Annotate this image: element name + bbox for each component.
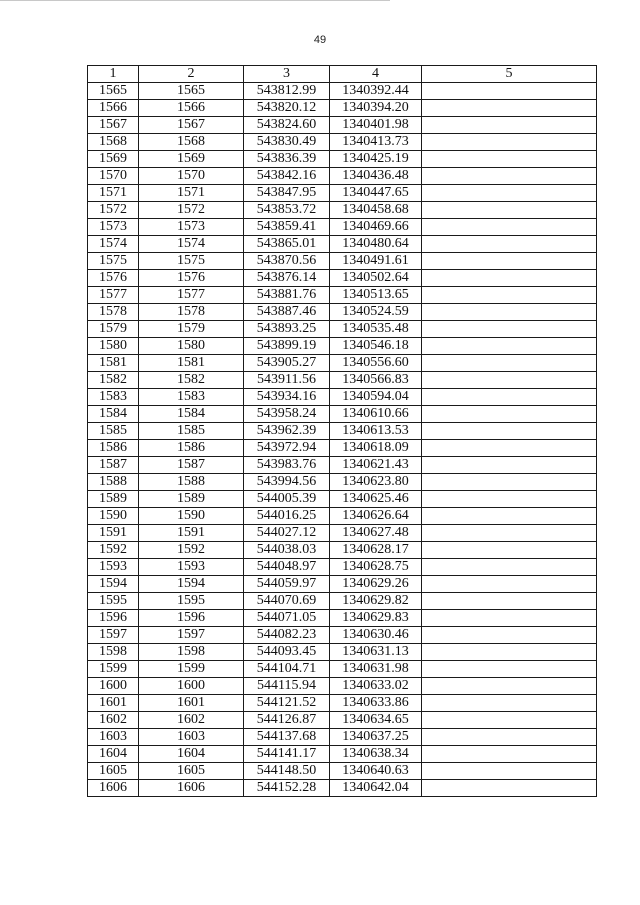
- cell-coord-x: 544093.45: [244, 644, 330, 661]
- cell-point-label: 1566: [139, 100, 244, 117]
- cell-coord-x: 543899.19: [244, 338, 330, 355]
- cell-point-label: 1599: [139, 661, 244, 678]
- cell-point-label: 1575: [139, 253, 244, 270]
- column-header-4: 4: [330, 66, 422, 83]
- cell-coord-x: 544048.97: [244, 559, 330, 576]
- cell-note: [422, 117, 597, 134]
- cell-note: [422, 525, 597, 542]
- table-row: [88, 185, 597, 202]
- cell-point-label: 1579: [139, 321, 244, 338]
- cell-coord-x: 543958.24: [244, 406, 330, 423]
- cell-coord-x: 543859.41: [244, 219, 330, 236]
- cell-coord-x: 543972.94: [244, 440, 330, 457]
- cell-note: [422, 627, 597, 644]
- cell-coord-y: 1340425.19: [330, 151, 422, 168]
- cell-coord-y: 1340638.34: [330, 746, 422, 763]
- table-row: [88, 100, 597, 117]
- cell-coord-y: 1340556.60: [330, 355, 422, 372]
- table-row: [88, 321, 597, 338]
- cell-coord-x: 543870.56: [244, 253, 330, 270]
- cell-point-label: 1578: [139, 304, 244, 321]
- cell-note: [422, 508, 597, 525]
- cell-point-label: 1573: [139, 219, 244, 236]
- cell-coord-x: 543994.56: [244, 474, 330, 491]
- table-row: [88, 83, 597, 100]
- cell-note: [422, 610, 597, 627]
- cell-coord-y: 1340628.75: [330, 559, 422, 576]
- table-row: [88, 236, 597, 253]
- cell-coord-x: 544038.03: [244, 542, 330, 559]
- table-row: [88, 304, 597, 321]
- cell-coord-y: 1340623.80: [330, 474, 422, 491]
- cell-note: [422, 287, 597, 304]
- cell-point-label: 1600: [139, 678, 244, 695]
- cell-coord-y: 1340630.46: [330, 627, 422, 644]
- table-row: [88, 559, 597, 576]
- cell-coord-x: 543842.16: [244, 168, 330, 185]
- cell-note: [422, 100, 597, 117]
- cell-coord-x: 543887.46: [244, 304, 330, 321]
- cell-point-number: 1571: [88, 185, 139, 202]
- cell-point-label: 1588: [139, 474, 244, 491]
- table-row: [88, 525, 597, 542]
- cell-point-label: 1602: [139, 712, 244, 729]
- cell-point-number: 1594: [88, 576, 139, 593]
- cell-coord-x: 544082.23: [244, 627, 330, 644]
- cell-note: [422, 729, 597, 746]
- cell-point-label: 1597: [139, 627, 244, 644]
- cell-note: [422, 593, 597, 610]
- cell-point-number: 1585: [88, 423, 139, 440]
- table-row: [88, 338, 597, 355]
- cell-note: [422, 185, 597, 202]
- cell-coord-y: 1340436.48: [330, 168, 422, 185]
- table-row: [88, 287, 597, 304]
- cell-coord-y: 1340628.17: [330, 542, 422, 559]
- cell-point-label: 1576: [139, 270, 244, 287]
- table-row: [88, 117, 597, 134]
- cell-coord-y: 1340401.98: [330, 117, 422, 134]
- cell-note: [422, 644, 597, 661]
- cell-point-label: 1580: [139, 338, 244, 355]
- cell-point-label: 1592: [139, 542, 244, 559]
- cell-note: [422, 780, 597, 797]
- cell-note: [422, 338, 597, 355]
- table-row: [88, 729, 597, 746]
- table-row: [88, 270, 597, 287]
- cell-point-label: 1574: [139, 236, 244, 253]
- cell-point-number: 1572: [88, 202, 139, 219]
- cell-point-label: 1594: [139, 576, 244, 593]
- cell-coord-x: 543876.14: [244, 270, 330, 287]
- cell-note: [422, 746, 597, 763]
- table-row: [88, 746, 597, 763]
- cell-point-label: 1591: [139, 525, 244, 542]
- table-row: [88, 219, 597, 236]
- cell-point-label: 1587: [139, 457, 244, 474]
- table-row: [88, 491, 597, 508]
- cell-point-label: 1586: [139, 440, 244, 457]
- cell-note: [422, 712, 597, 729]
- cell-note: [422, 491, 597, 508]
- table-row: [88, 763, 597, 780]
- cell-point-number: 1566: [88, 100, 139, 117]
- cell-note: [422, 304, 597, 321]
- cell-coord-y: 1340642.04: [330, 780, 422, 797]
- cell-point-number: 1605: [88, 763, 139, 780]
- cell-point-label: 1601: [139, 695, 244, 712]
- table-row: [88, 406, 597, 423]
- cell-point-label: 1565: [139, 83, 244, 100]
- cell-note: [422, 423, 597, 440]
- cell-coord-y: 1340627.48: [330, 525, 422, 542]
- table-row: [88, 627, 597, 644]
- cell-point-label: 1581: [139, 355, 244, 372]
- cell-coord-y: 1340621.43: [330, 457, 422, 474]
- cell-note: [422, 440, 597, 457]
- cell-coord-x: 543962.39: [244, 423, 330, 440]
- cell-coord-x: 544141.17: [244, 746, 330, 763]
- cell-coord-y: 1340613.53: [330, 423, 422, 440]
- cell-coord-y: 1340640.63: [330, 763, 422, 780]
- cell-coord-x: 543812.99: [244, 83, 330, 100]
- cell-point-label: 1585: [139, 423, 244, 440]
- coordinates-table: [87, 65, 597, 797]
- cell-note: [422, 168, 597, 185]
- table-body: [88, 83, 597, 797]
- table-row: [88, 593, 597, 610]
- cell-point-label: 1571: [139, 185, 244, 202]
- cell-note: [422, 321, 597, 338]
- cell-note: [422, 355, 597, 372]
- cell-point-number: 1595: [88, 593, 139, 610]
- cell-note: [422, 576, 597, 593]
- cell-note: [422, 236, 597, 253]
- cell-point-number: 1580: [88, 338, 139, 355]
- cell-coord-x: 543824.60: [244, 117, 330, 134]
- cell-coord-y: 1340535.48: [330, 321, 422, 338]
- cell-coord-y: 1340447.65: [330, 185, 422, 202]
- cell-coord-y: 1340546.18: [330, 338, 422, 355]
- table-row: [88, 780, 597, 797]
- cell-coord-x: 544115.94: [244, 678, 330, 695]
- cell-point-number: 1584: [88, 406, 139, 423]
- cell-point-number: 1597: [88, 627, 139, 644]
- table-row: [88, 423, 597, 440]
- cell-point-number: 1601: [88, 695, 139, 712]
- table-row: [88, 576, 597, 593]
- cell-note: [422, 559, 597, 576]
- cell-coord-y: 1340513.65: [330, 287, 422, 304]
- cell-note: [422, 695, 597, 712]
- cell-point-label: 1593: [139, 559, 244, 576]
- cell-coord-x: 544027.12: [244, 525, 330, 542]
- cell-point-number: 1596: [88, 610, 139, 627]
- cell-point-label: 1583: [139, 389, 244, 406]
- table-row: [88, 712, 597, 729]
- cell-coord-x: 544148.50: [244, 763, 330, 780]
- cell-coord-y: 1340629.83: [330, 610, 422, 627]
- cell-point-label: 1604: [139, 746, 244, 763]
- cell-note: [422, 202, 597, 219]
- cell-coord-x: 543865.01: [244, 236, 330, 253]
- cell-coord-y: 1340629.26: [330, 576, 422, 593]
- table-row: [88, 372, 597, 389]
- cell-point-number: 1592: [88, 542, 139, 559]
- cell-coord-x: 544071.05: [244, 610, 330, 627]
- cell-point-label: 1577: [139, 287, 244, 304]
- cell-point-label: 1568: [139, 134, 244, 151]
- cell-coord-x: 544104.71: [244, 661, 330, 678]
- cell-point-number: 1588: [88, 474, 139, 491]
- cell-coord-y: 1340458.68: [330, 202, 422, 219]
- cell-point-number: 1570: [88, 168, 139, 185]
- cell-point-number: 1567: [88, 117, 139, 134]
- cell-coord-y: 1340524.59: [330, 304, 422, 321]
- cell-coord-x: 544005.39: [244, 491, 330, 508]
- cell-point-label: 1605: [139, 763, 244, 780]
- page-number: 49: [313, 34, 327, 46]
- cell-coord-y: 1340629.82: [330, 593, 422, 610]
- cell-coord-y: 1340626.64: [330, 508, 422, 525]
- cell-point-label: 1572: [139, 202, 244, 219]
- cell-coord-y: 1340502.64: [330, 270, 422, 287]
- cell-point-number: 1603: [88, 729, 139, 746]
- cell-coord-y: 1340618.09: [330, 440, 422, 457]
- cell-coord-x: 544070.69: [244, 593, 330, 610]
- cell-coord-x: 543820.12: [244, 100, 330, 117]
- cell-coord-y: 1340633.86: [330, 695, 422, 712]
- cell-coord-x: 543881.76: [244, 287, 330, 304]
- cell-point-number: 1576: [88, 270, 139, 287]
- column-header-1: 1: [88, 66, 139, 83]
- cell-coord-y: 1340392.44: [330, 83, 422, 100]
- top-rule: [0, 0, 390, 1]
- cell-coord-y: 1340610.66: [330, 406, 422, 423]
- cell-point-number: 1573: [88, 219, 139, 236]
- table-row: [88, 474, 597, 491]
- cell-point-number: 1568: [88, 134, 139, 151]
- cell-point-number: 1598: [88, 644, 139, 661]
- table-row: [88, 661, 597, 678]
- cell-note: [422, 253, 597, 270]
- cell-note: [422, 134, 597, 151]
- cell-note: [422, 83, 597, 100]
- table-row: [88, 355, 597, 372]
- table-header-row: [88, 66, 597, 83]
- cell-coord-y: 1340633.02: [330, 678, 422, 695]
- column-header-5: 5: [422, 66, 597, 83]
- cell-note: [422, 151, 597, 168]
- cell-point-label: 1567: [139, 117, 244, 134]
- cell-coord-y: 1340631.98: [330, 661, 422, 678]
- cell-point-number: 1587: [88, 457, 139, 474]
- cell-point-number: 1591: [88, 525, 139, 542]
- cell-coord-x: 543983.76: [244, 457, 330, 474]
- cell-point-number: 1586: [88, 440, 139, 457]
- cell-point-label: 1596: [139, 610, 244, 627]
- table-row: [88, 610, 597, 627]
- cell-coord-x: 543830.49: [244, 134, 330, 151]
- cell-note: [422, 661, 597, 678]
- cell-point-number: 1579: [88, 321, 139, 338]
- table-row: [88, 678, 597, 695]
- cell-point-number: 1589: [88, 491, 139, 508]
- table-row: [88, 202, 597, 219]
- cell-point-number: 1582: [88, 372, 139, 389]
- cell-point-label: 1590: [139, 508, 244, 525]
- cell-point-label: 1598: [139, 644, 244, 661]
- cell-coord-x: 543911.56: [244, 372, 330, 389]
- cell-point-number: 1581: [88, 355, 139, 372]
- cell-point-label: 1589: [139, 491, 244, 508]
- cell-point-label: 1570: [139, 168, 244, 185]
- cell-coord-y: 1340394.20: [330, 100, 422, 117]
- cell-note: [422, 270, 597, 287]
- table-row: [88, 644, 597, 661]
- cell-point-label: 1595: [139, 593, 244, 610]
- cell-point-number: 1606: [88, 780, 139, 797]
- cell-note: [422, 542, 597, 559]
- cell-coord-x: 544126.87: [244, 712, 330, 729]
- cell-point-number: 1578: [88, 304, 139, 321]
- cell-point-label: 1569: [139, 151, 244, 168]
- cell-note: [422, 406, 597, 423]
- cell-point-number: 1599: [88, 661, 139, 678]
- column-header-2: 2: [139, 66, 244, 83]
- table-row: [88, 508, 597, 525]
- table-row: [88, 440, 597, 457]
- cell-point-number: 1569: [88, 151, 139, 168]
- cell-coord-x: 544016.25: [244, 508, 330, 525]
- cell-note: [422, 389, 597, 406]
- table-row: [88, 695, 597, 712]
- cell-coord-y: 1340491.61: [330, 253, 422, 270]
- table-row: [88, 457, 597, 474]
- cell-coord-y: 1340566.83: [330, 372, 422, 389]
- cell-point-number: 1590: [88, 508, 139, 525]
- cell-coord-x: 543847.95: [244, 185, 330, 202]
- cell-note: [422, 219, 597, 236]
- cell-coord-y: 1340631.13: [330, 644, 422, 661]
- cell-point-number: 1583: [88, 389, 139, 406]
- cell-coord-x: 543934.16: [244, 389, 330, 406]
- table-row: [88, 253, 597, 270]
- cell-coord-x: 544121.52: [244, 695, 330, 712]
- cell-point-number: 1604: [88, 746, 139, 763]
- cell-note: [422, 763, 597, 780]
- cell-point-number: 1577: [88, 287, 139, 304]
- cell-note: [422, 372, 597, 389]
- cell-coord-y: 1340637.25: [330, 729, 422, 746]
- cell-coord-y: 1340594.04: [330, 389, 422, 406]
- table-row: [88, 542, 597, 559]
- table-row: [88, 168, 597, 185]
- cell-point-number: 1602: [88, 712, 139, 729]
- cell-point-label: 1582: [139, 372, 244, 389]
- table-row: [88, 389, 597, 406]
- cell-note: [422, 474, 597, 491]
- cell-point-label: 1584: [139, 406, 244, 423]
- cell-note: [422, 678, 597, 695]
- table-row: [88, 134, 597, 151]
- cell-coord-y: 1340469.66: [330, 219, 422, 236]
- cell-point-label: 1606: [139, 780, 244, 797]
- cell-point-number: 1600: [88, 678, 139, 695]
- cell-point-label: 1603: [139, 729, 244, 746]
- cell-note: [422, 457, 597, 474]
- cell-coord-y: 1340480.64: [330, 236, 422, 253]
- cell-coord-x: 544152.28: [244, 780, 330, 797]
- cell-point-number: 1593: [88, 559, 139, 576]
- cell-coord-x: 543893.25: [244, 321, 330, 338]
- table-row: [88, 151, 597, 168]
- cell-coord-x: 544059.97: [244, 576, 330, 593]
- cell-coord-x: 543853.72: [244, 202, 330, 219]
- cell-coord-x: 544137.68: [244, 729, 330, 746]
- cell-coord-x: 543836.39: [244, 151, 330, 168]
- column-header-3: 3: [244, 66, 330, 83]
- cell-point-number: 1575: [88, 253, 139, 270]
- cell-coord-y: 1340634.65: [330, 712, 422, 729]
- cell-coord-y: 1340413.73: [330, 134, 422, 151]
- cell-coord-x: 543905.27: [244, 355, 330, 372]
- cell-point-number: 1565: [88, 83, 139, 100]
- cell-point-number: 1574: [88, 236, 139, 253]
- cell-coord-y: 1340625.46: [330, 491, 422, 508]
